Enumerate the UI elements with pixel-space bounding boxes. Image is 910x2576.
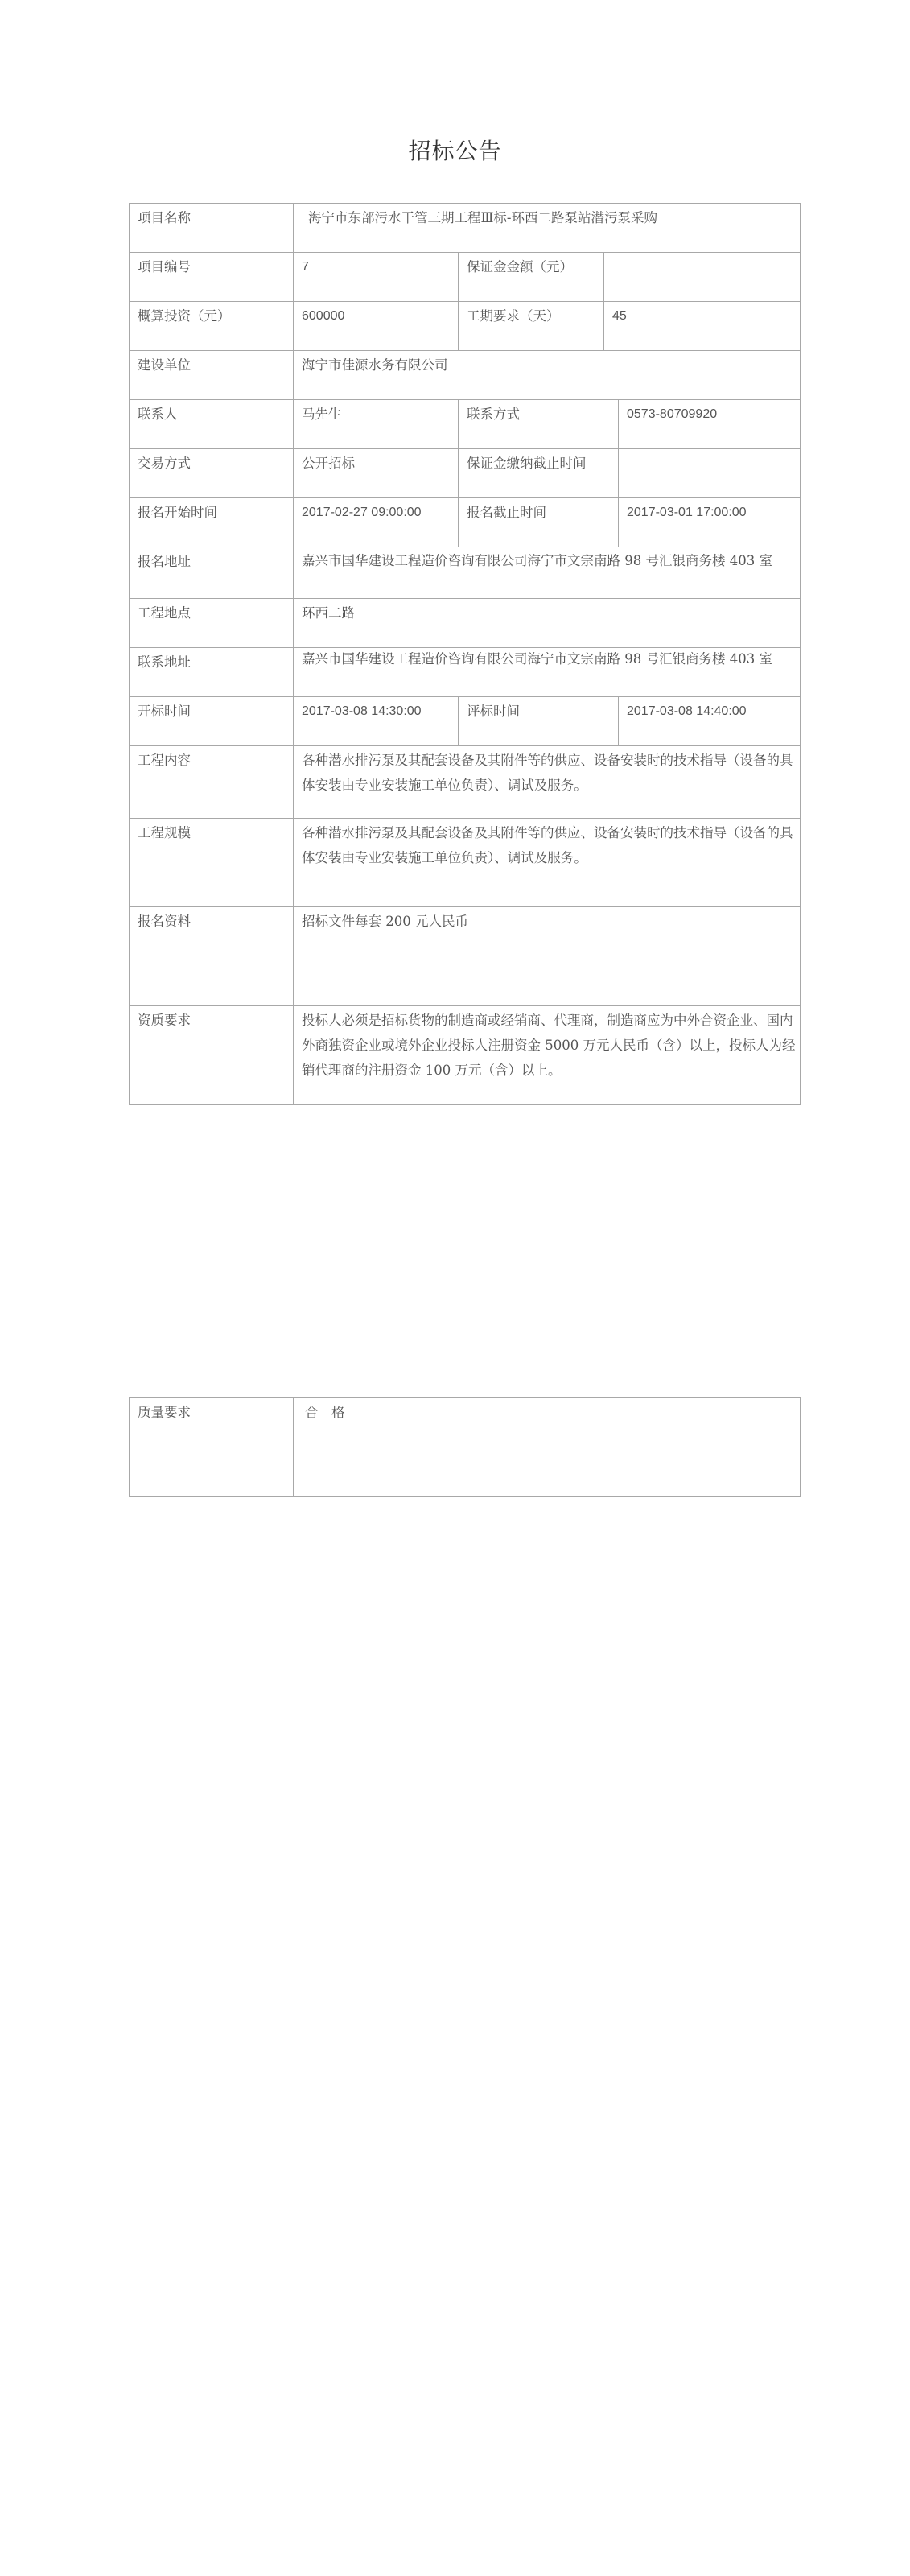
contact-label: 联系人 [138, 407, 178, 422]
contact-address-label: 联系地址 [138, 654, 191, 670]
reg-material-value: 招标文件每套 200 元人民币 [302, 914, 468, 929]
reg-end-value: 2017-03-01 17:00:00 [627, 506, 747, 519]
quality-value: 合 格 [305, 1405, 345, 1420]
budget-value: 600000 [302, 309, 345, 323]
duration-value: 45 [612, 309, 627, 323]
reg-end-label: 报名截止时间 [467, 505, 546, 520]
trade-method-value: 公开招标 [302, 456, 355, 471]
content-value: 各种潜水排污泵及其配套设备及其附件等的供应、设备安装时的技术指导（设备的具体安装由专业安装施工单位负责）、调试及服务。 [302, 753, 793, 793]
deposit-deadline-label: 保证金缴纳截止时间 [467, 456, 587, 471]
qualification-label: 资质要求 [138, 1013, 191, 1028]
project-no-value: 7 [302, 260, 309, 274]
phone-label: 联系方式 [467, 407, 520, 422]
owner-value: 海宁市佳源水务有限公司 [302, 357, 448, 373]
reg-material-label: 报名资料 [138, 914, 191, 929]
deposit-deadline-value [619, 448, 801, 452]
scale-label: 工程规模 [138, 825, 191, 840]
document-title: 招标公告 [408, 138, 502, 164]
quality-label: 质量要求 [138, 1405, 191, 1420]
content-label: 工程内容 [138, 753, 191, 768]
project-name-label: 项目名称 [138, 210, 191, 225]
deposit-label: 保证金金额（元） [467, 259, 573, 275]
eval-time-value: 2017-03-08 14:40:00 [627, 704, 747, 718]
reg-start-label: 报名开始时间 [138, 505, 217, 520]
duration-label: 工期要求（天） [467, 308, 560, 324]
open-time-value: 2017-03-08 14:30:00 [302, 704, 422, 718]
phone-value: 0573-80709920 [627, 407, 718, 421]
reg-address-label: 报名地址 [138, 554, 191, 569]
eval-time-label: 评标时间 [467, 704, 520, 719]
site-value: 环西二路 [302, 605, 355, 621]
owner-label: 建设单位 [138, 357, 191, 373]
qualification-value: 投标人必须是招标货物的制造商或经销商、代理商，制造商应为中外合资企业、国内外商独资企业或境外企业投标人注册资金 5000 万元人民币（含）以上，投标人为经销代理商的注册资金 100 万元（含）以上。 [302, 1013, 796, 1078]
project-no-label: 项目编号 [138, 259, 191, 275]
open-time-label: 开标时间 [138, 704, 191, 719]
site-label: 工程地点 [138, 605, 191, 621]
contact-value: 马先生 [302, 407, 342, 422]
budget-label: 概算投资（元） [138, 308, 231, 324]
reg-address-value: 嘉兴市国华建设工程造价咨询有限公司海宁市文宗南路 98 号汇银商务楼 403 室 [302, 553, 772, 568]
contact-address-value: 嘉兴市国华建设工程造价咨询有限公司海宁市文宗南路 98 号汇银商务楼 403 室 [302, 651, 772, 667]
deposit-value [604, 252, 801, 256]
trade-method-label: 交易方式 [138, 456, 191, 471]
project-name-value: 海宁市东部污水干管三期工程Ⅲ标-环西二路泵站潜污泵采购 [308, 210, 657, 225]
scale-value: 各种潜水排污泵及其配套设备及其附件等的供应、设备安装时的技术指导（设备的具体安装由专业安装施工单位负责）、调试及服务。 [302, 825, 793, 865]
reg-start-value: 2017-02-27 09:00:00 [302, 506, 422, 519]
